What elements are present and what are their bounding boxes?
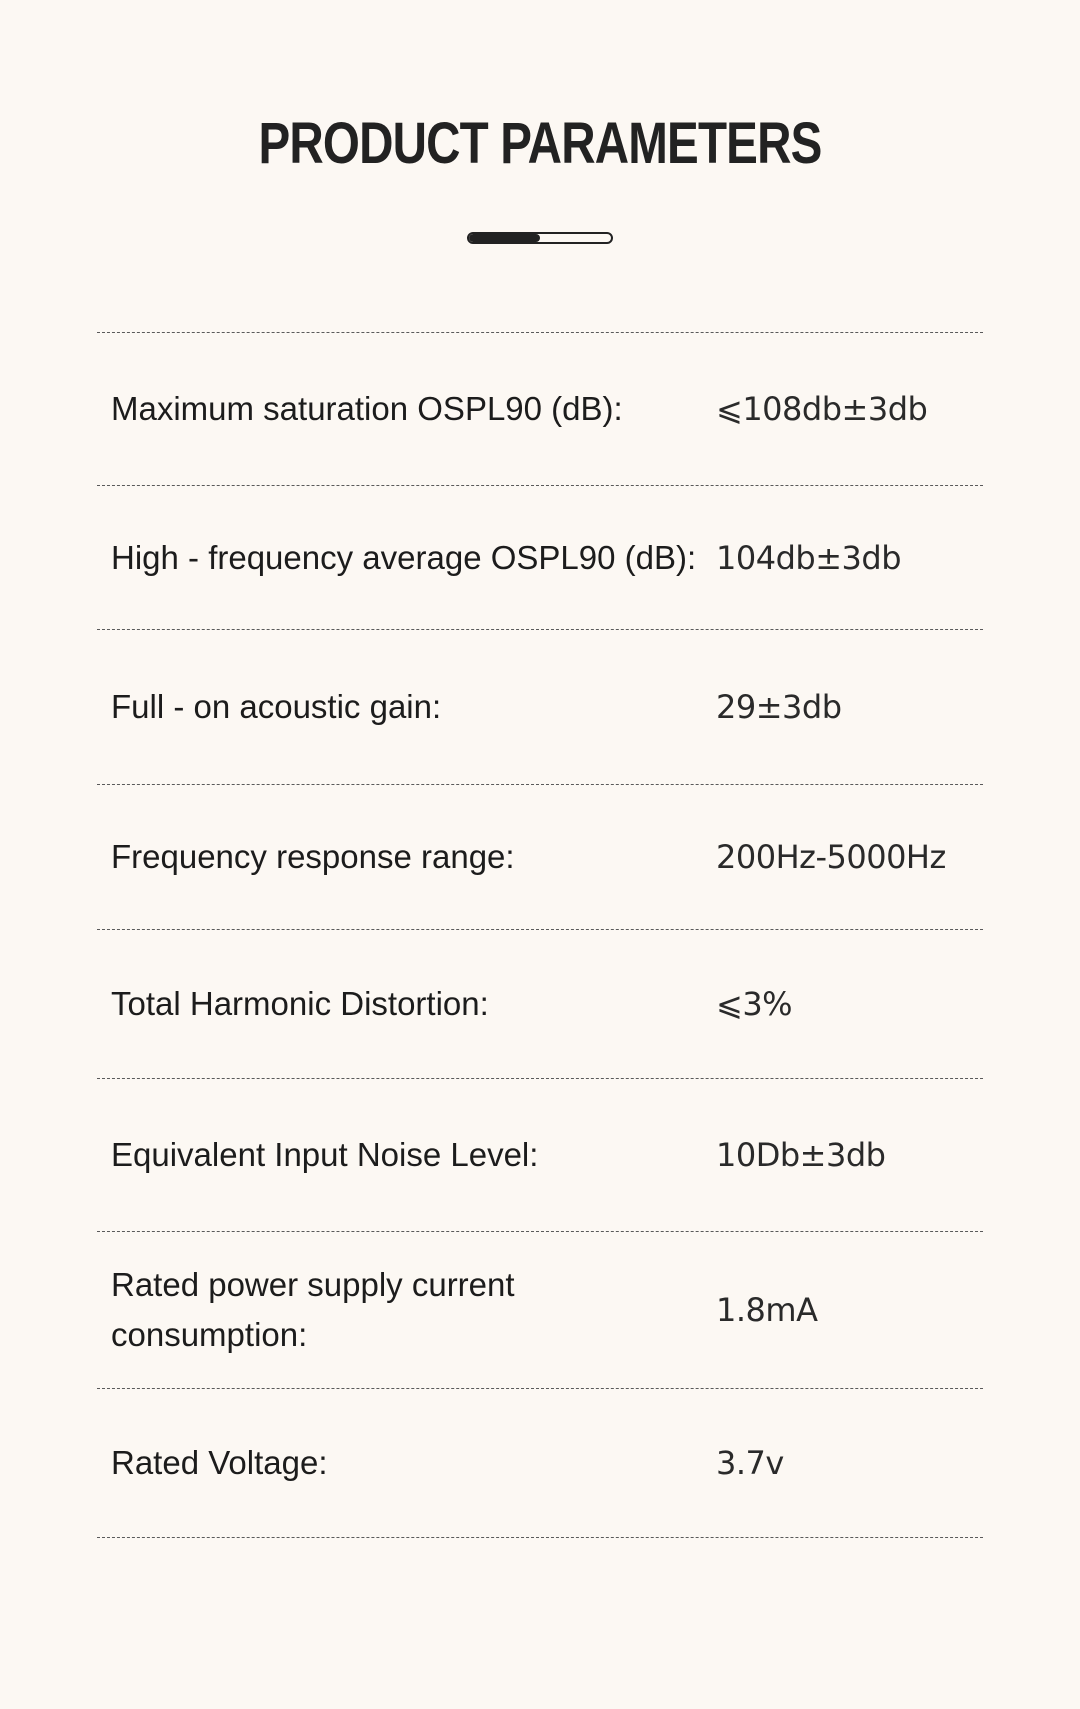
- parameters-table: [97, 332, 983, 1538]
- parameter-row-rated-voltage: [97, 1389, 983, 1538]
- page-title: PRODUCT PARAMETERS: [258, 111, 822, 176]
- parameter-label: Frequency response range:: [111, 838, 515, 875]
- title-decorative-bar-fill: [469, 234, 540, 242]
- title-decorative-bar: [467, 232, 613, 244]
- parameter-value: 200Hz-5000Hz: [716, 838, 946, 876]
- parameter-label: Total Harmonic Distortion:: [111, 985, 489, 1022]
- parameter-row-harmonic-distortion: [97, 930, 983, 1079]
- parameter-row-high-frequency-average: [97, 486, 983, 630]
- parameter-row-input-noise: [97, 1079, 983, 1232]
- parameter-label: Full - on acoustic gain:: [111, 688, 442, 725]
- parameter-label: High - frequency average OSPL90 (dB):: [111, 538, 697, 576]
- parameter-value: ⩽108db±3db: [716, 390, 928, 428]
- parameter-value: ⩽3%: [716, 985, 793, 1023]
- parameter-label: Equivalent Input Noise Level:: [111, 1136, 539, 1173]
- parameter-value: 1.8mA: [716, 1291, 818, 1329]
- parameter-row-acoustic-gain: [97, 630, 983, 785]
- parameter-row-current-consumption: [97, 1232, 983, 1389]
- parameter-row-frequency-response: [97, 785, 983, 930]
- parameter-label: Maximum saturation OSPL90 (dB):: [111, 390, 623, 427]
- parameter-value: 10Db±3db: [716, 1136, 886, 1174]
- parameter-value: 29±3db: [716, 688, 842, 726]
- parameter-value: 104db±3db: [716, 538, 901, 577]
- parameter-label: Rated power supply current consumption:: [111, 1266, 515, 1353]
- parameter-value: 3.7v: [716, 1444, 784, 1482]
- parameter-row-max-saturation: [97, 333, 983, 486]
- parameter-label: Rated Voltage:: [111, 1444, 328, 1481]
